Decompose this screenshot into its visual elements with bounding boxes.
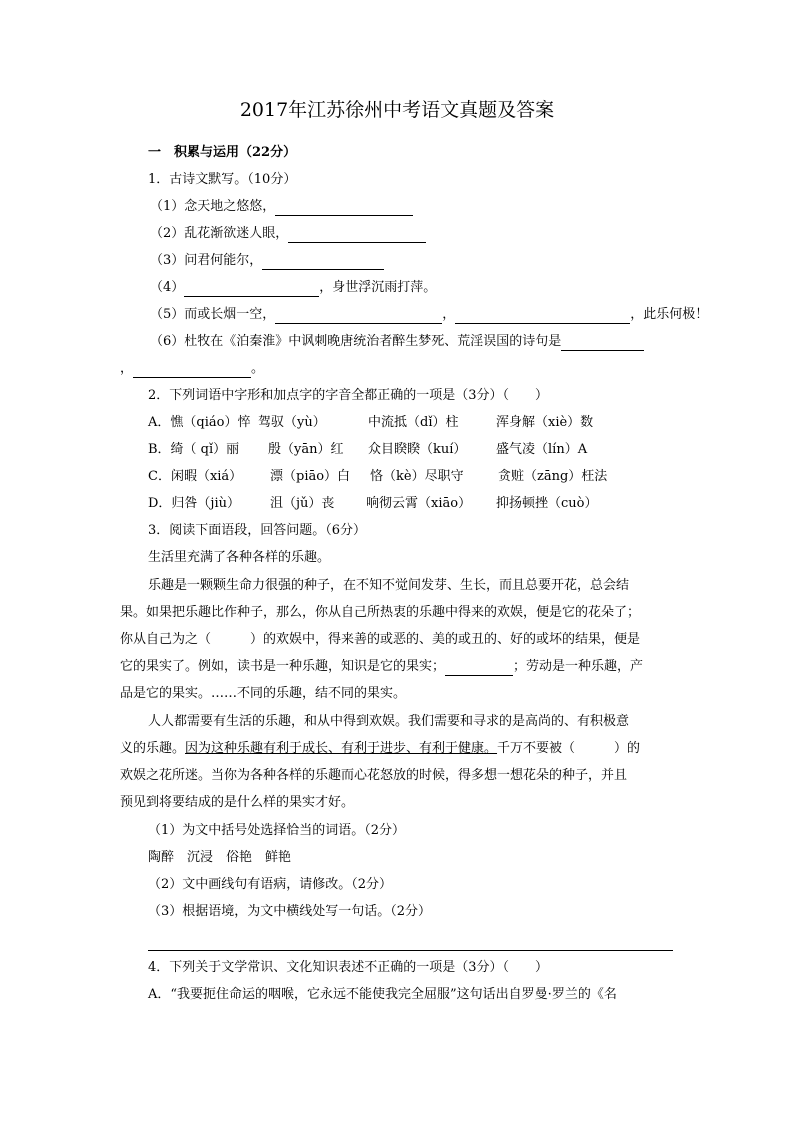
q1-stem: 1．古诗文默写。（10分） [148,172,297,187]
q3-para1-line1: 乐趣是一颗颗生命力很强的种子，在不知不觉间发芽、生长，而且总要开花，总会结 [148,578,630,593]
q1-item-4-prefix: （4） [150,280,185,295]
q2-option-a[interactable] [148,414,593,432]
q2-b-3: 众目睽睽（kuí） [368,442,467,457]
q3-para2-line2 [120,740,640,758]
q3-para1-line3: 你从自己为之（ ）的欢娱中，得来善的或恶的、美的或丑的、好的或坏的结果，便是 [120,632,641,647]
q1-item-6-text: （6）杜牧在《泊秦淮》中讽刺晚唐统治者醉生梦死、荒淫误国的诗句是 [150,334,562,349]
answer-blank[interactable] [262,255,384,270]
q3-para1-line2: 果。如果把乐趣比作种子，那么，你从自己所热衷的乐趣中得来的欢娱，便是它的花朵了； [120,605,641,620]
q1-item-6-end: 。 [251,361,265,376]
q3-sub1: （1）为文中括号处选择恰当的词语。（2分） [148,823,406,838]
q2-c-1: C．闲暇（xiá） [148,469,243,484]
q1-item-6-cont [120,360,264,378]
answer-blank[interactable] [288,228,426,243]
q1-item-5-comma: ， [442,307,456,322]
q3-para2-line4: 预见到将要结成的是什么样的果实才好。 [120,795,355,810]
q3-para2-line1: 人人都需要有生活的乐趣，和从中得到欢娱。我们需要和寻求的是高尚的、有积极意 [148,714,630,729]
underlined-sentence: 因为这种乐趣有利于成长、有利于进步、有利于健康。 [185,741,498,756]
q3-intro: 生活里充满了各种各样的乐趣。 [148,550,331,565]
q2-c-4: 贪赃（zāng）枉法 [498,469,608,484]
q2-d-4: 抑扬顿挫（cuò） [496,496,598,511]
q3-para1-line5: 品是它的果实。……不同的乐趣，结不同的果实。 [120,686,407,701]
q3-stem: 3．阅读下面语段，回答问题。（6分） [148,523,367,538]
q3-sub2: （2）文中画线句有语病，请修改。（2分） [148,877,393,892]
q2-d-1: D．归咎（jiù） [148,496,240,511]
q2-b-2: 殷（yān）红 [268,442,344,457]
q2-option-c[interactable] [148,468,607,486]
answer-blank[interactable] [275,201,413,216]
q2-b-1: B．绮（ qǐ）丽 [148,442,240,457]
q2-stem: 2．下列词语中字形和加点字的字音全都正确的一项是（3分）（ ） [148,388,549,403]
q1-item-5-text: （5）而或长烟一空， [150,307,276,322]
q4-option-a[interactable]: A．“我要扼住命运的咽喉，它永远不能使我完全屈服”这句话出自罗曼·罗兰的《名 [148,987,617,1002]
q2-a-1: A．憔（qiáo）悴 [148,415,251,430]
q3-para1-line4 [120,658,643,676]
q2-option-d[interactable] [148,495,597,513]
q3-para2-line3: 欢娱之花所迷。当你为各种各样的乐趣而心花怒放的时候，得多想一想花朵的种子，并且 [120,768,628,783]
q2-a-2: 驾驭（yù） [258,415,326,430]
answer-line[interactable] [148,950,673,951]
q1-item-6-comma: ， [120,361,134,376]
q2-a-3: 中流抵（dǐ）柱 [368,415,459,430]
answer-blank[interactable] [133,363,251,378]
section-heading: 一 积累与运用（22分） [148,145,297,160]
q1-item-2 [150,225,426,243]
q1-item-1 [150,198,413,216]
q2-d-3: 响彻云霄（xiāo） [366,496,472,511]
q2-d-2: 沮（jǔ）丧 [270,496,335,511]
answer-blank[interactable] [455,309,630,324]
q2-c-3: 恪（kè）尽职守 [370,469,464,484]
q1-item-5-end: ，此乐何极！ [630,307,709,322]
q2-c-2: 漂（piāo）白 [270,469,351,484]
q3-word-choices: 陶醉 沉浸 俗艳 鲜艳 [148,850,292,865]
answer-blank[interactable] [445,661,513,676]
q1-item-3 [150,252,384,270]
q4-stem: 4．下列关于文学常识、文化知识表述不正确的一项是（3分）（ ） [148,960,549,975]
q2-a-4: 浑身解（xiè）数 [496,415,594,430]
q1-item-5 [150,306,708,324]
q2-option-b[interactable] [148,441,587,459]
q1-item-6 [150,333,644,351]
q3-sub3: （3）根据语境，为文中横线处写一句话。（2分） [148,904,432,919]
answer-blank[interactable] [561,336,644,351]
q3-para1-line4-b: ；劳动是一种乐趣，产 [513,659,644,674]
q1-item-1-text: （1）念天地之悠悠， [150,199,276,214]
q3-para2-line2-a: 义的乐趣。 [120,741,186,756]
q1-item-3-text: （3）问君何能尔， [150,253,263,268]
page-title: 2017年江苏徐州中考语文真题及答案 [239,99,555,121]
answer-blank[interactable] [275,309,442,324]
q1-item-4 [150,279,436,297]
q3-para1-line4-a: 它的果实了。例如，读书是一种乐趣，知识是它的果实； [120,659,446,674]
q1-item-2-text: （2）乱花渐欲迷人眼， [150,226,289,241]
answer-blank[interactable] [184,282,319,297]
q2-b-4: 盛气凌（lín）A [496,442,588,457]
q3-para2-line2-b: 千万不要被（ ）的 [497,741,641,756]
q1-item-4-text: ，身世浮沉雨打萍。 [319,280,437,295]
